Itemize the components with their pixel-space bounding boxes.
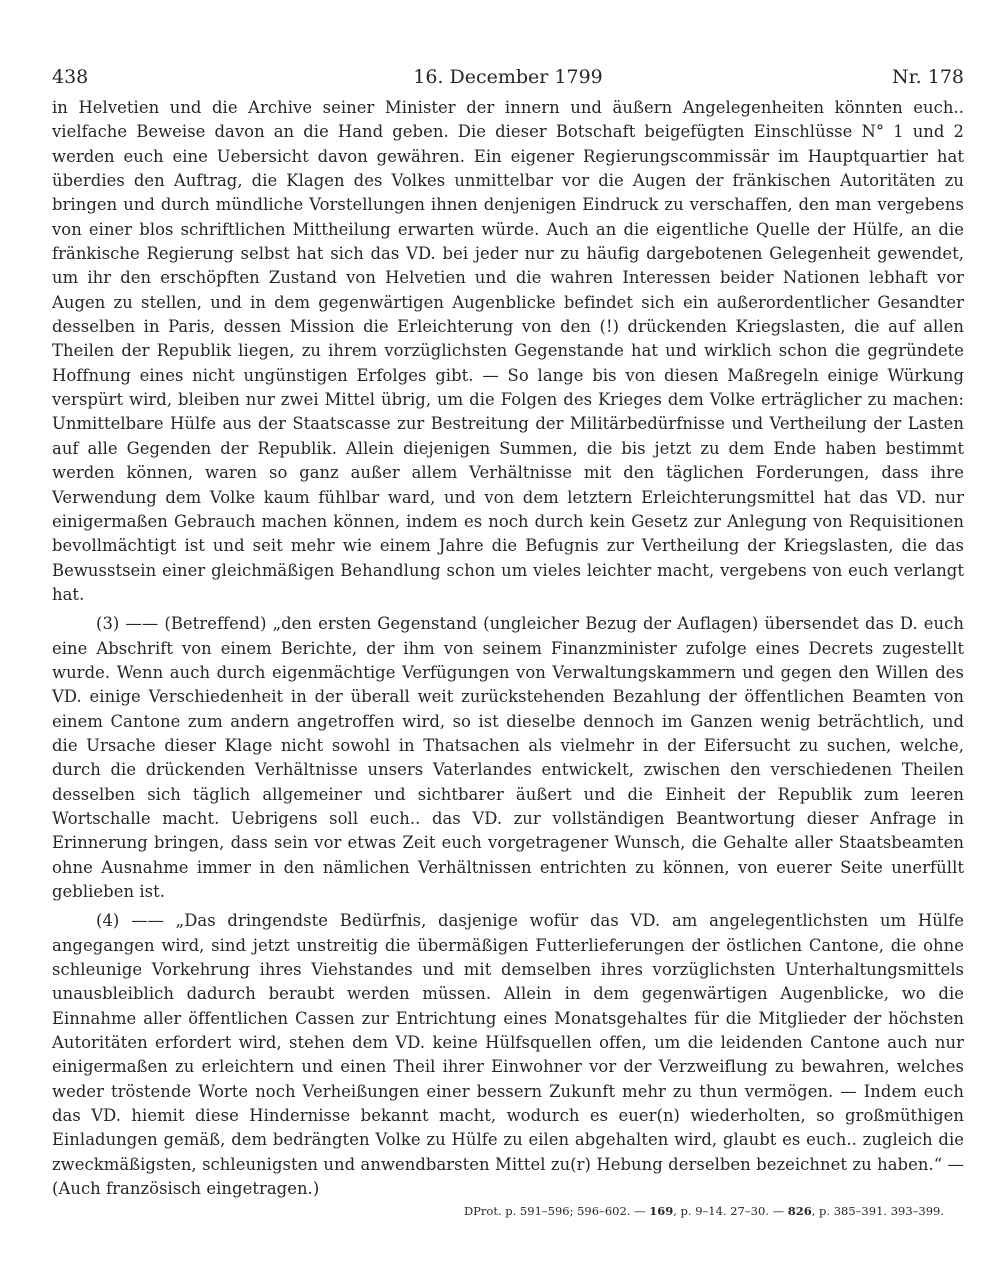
document-page: [52, 62, 964, 1219]
source-reference-middle: , p. 9–14. 27–30. —: [673, 1204, 788, 1219]
page-date: 16. December 1799: [413, 66, 603, 88]
paragraph-item-4: (4) —— „Das dringendste Bedürfnis, dasjenige wofür das VD. am angelegentlichsten um Hülfe angegangen wird, sind jetzt unstreitig die übermäßigen Futterlieferungen der östlichen Cantone, die ohne schleunige Vorkehrung ihres Viehstandes und mit demselben ihres vorzüglichsten Unterhaltungsmittels unausbleiblich dadurch beraubt werden müssen. Allein in dem gegenwärtigen Augenblicke, wo die Einnahme aller öffentlichen Cassen zur Entrichtung eines Monatsgehaltes für die Mitglieder der höchsten Autoritäten erfordert wird, stehen dem VD. keine Hülfsquellen offen, um die leidenden Cantone auch nur einigermaßen zu erleichtern und einen Theil ihrer Einwohner vor der Verzweiflung zu bewahren, welches weder tröstende Worte noch Verheißungen einer bessern Zukunft mehr zu thun vermögen. — Indem euch das VD. hiemit diese Hindernisse bekannt macht, wodurch es euer(n) wiederholten, so großmüthigen Einladungen gemäß, dem bedrängten Volke zu Hülfe zu eilen abgehalten wird, glaubt es euch.. zugleich die zweckmäßigsten, schleunigsten und anwendbarsten Mittel zu(r) Hebung derselben bezeichnet zu haben.“ — (Auch französisch eingetragen.): [52, 911, 964, 1199]
source-reference-prefix: DProt. p. 591–596; 596–602. —: [463, 1204, 650, 1219]
body-text: [52, 96, 964, 1201]
source-reference-suffix: , p. 385–391. 393–399.: [811, 1204, 944, 1219]
entry-number: Nr. 178: [892, 66, 964, 88]
source-reference: [52, 1203, 964, 1219]
paragraph-continuation: in Helvetien und die Archive seiner Minister der innern und äußern Angelegenheiten könnten euch.. vielfache Beweise davon an die Hand geben. Die dieser Botschaft beigefügten Einschlüsse N° 1 und 2 werden euch eine Uebersicht davon gewähren. Ein eigener Regierungscommissär im Hauptquartier hat überdies den Auftrag, die Klagen des Volkes unmittelbar vor die Augen der fränkischen Autoritäten zu bringen und durch mündliche Vorstellungen ihnen denjenigen Eindruck zu verschaffen, den man vergebens von einer blos schriftlichen Mittheilung erwarten würde. Auch an die eigentliche Quelle der Hülfe, an die fränkische Regierung selbst hat sich das VD. bei jeder nur zu häufig dargebotenen Gelegenheit gewendet, um ihr den erschöpften Zustand von Helvetien und die wahren Interessen beider Nationen lebhaft vor Augen zu stellen, und in dem gegenwärtigen Augenblicke befindet sich ein außerordentlicher Gesandter desselben in Paris, dessen Mission die Erleichterung von den (!) drückenden Kriegslasten, die auf allen Theilen der Republik liegen, zu ihrem vorzüglichsten Gegenstande hat und wirklich schon die gegründete Hoffnung eines nicht ungünstigen Erfolges gibt. — So lange bis von diesen Maßregeln einige Würkung verspürt wird, bleiben nur zwei Mittel übrig, um die Folgen des Krieges dem Volke erträglicher zu machen: Unmittelbare Hülfe aus der Staatscasse zur Bestreitung der Militärbedürfnisse und Vertheilung der Lasten auf alle Gegenden der Republik. Allein diejenigen Summen, die bis jetzt zu dem Ende haben bestimmt werden können, waren so ganz außer allem Verhältnisse mit den täglichen Forderungen, dass ihre Verwendung dem Volke kaum fühlbar ward, und von dem letztern Erleichterungsmittel hat das VD. nur einigermaßen Gebrauch machen können, indem es noch durch kein Gesetz zur Anlegung von Requisitionen bevollmächtigt ist und seit mehr wie einem Jahre die Befugnis zur Vertheilung der Kriegslasten, die das Bewusstsein einer gleichmäßigen Behandlung schon um vieles leichter macht, vergebens von euch verlangt hat.: [52, 98, 964, 604]
page-header: [52, 62, 964, 92]
source-reference-volume-1: 169: [649, 1204, 674, 1219]
paragraph-item-3: (3) —— (Betreffend) „den ersten Gegenstand (ungleicher Bezug der Auflagen) übersendet das D. euch eine Abschrift von einem Berichte, der ihm von seinem Finanzminister zufolge eines Decrets zugestellt wurde. Wenn auch durch eigenmächtige Verfügungen von Verwaltungskammern und gegen den Willen des VD. einige Verschiedenheit in der überall weit zurückstehenden Bezahlung der öffentlichen Beamten von einem Cantone zum andern angetroffen wird, so ist dieselbe dennoch im Ganzen wenig beträchtlich, und die Ursache dieser Klage nicht sowohl in Thatsachen als vielmehr in der Eifersucht zu suchen, welche, durch die drückenden Verhältnisse unsers Vaterlandes entwickelt, zwischen den verschiedenen Theilen desselben sich täglich allgemeiner und sichtbarer äußert und die Einheit der Republik zum leeren Wortschalle macht. Uebrigens soll euch.. das VD. zur vollständigen Beantwortung dieser Anfrage in Erinnerung bringen, dass sein vor etwas Zeit euch vorgetragener Wunsch, die Gehalte aller Staatsbeamten ohne Ausnahme immer in den nämlichen Verhältnissen entrichten zu können, von euerer Seite unerfüllt geblieben ist.: [52, 614, 964, 901]
page-number: 438: [52, 66, 89, 88]
source-reference-volume-2: 826: [787, 1204, 812, 1219]
